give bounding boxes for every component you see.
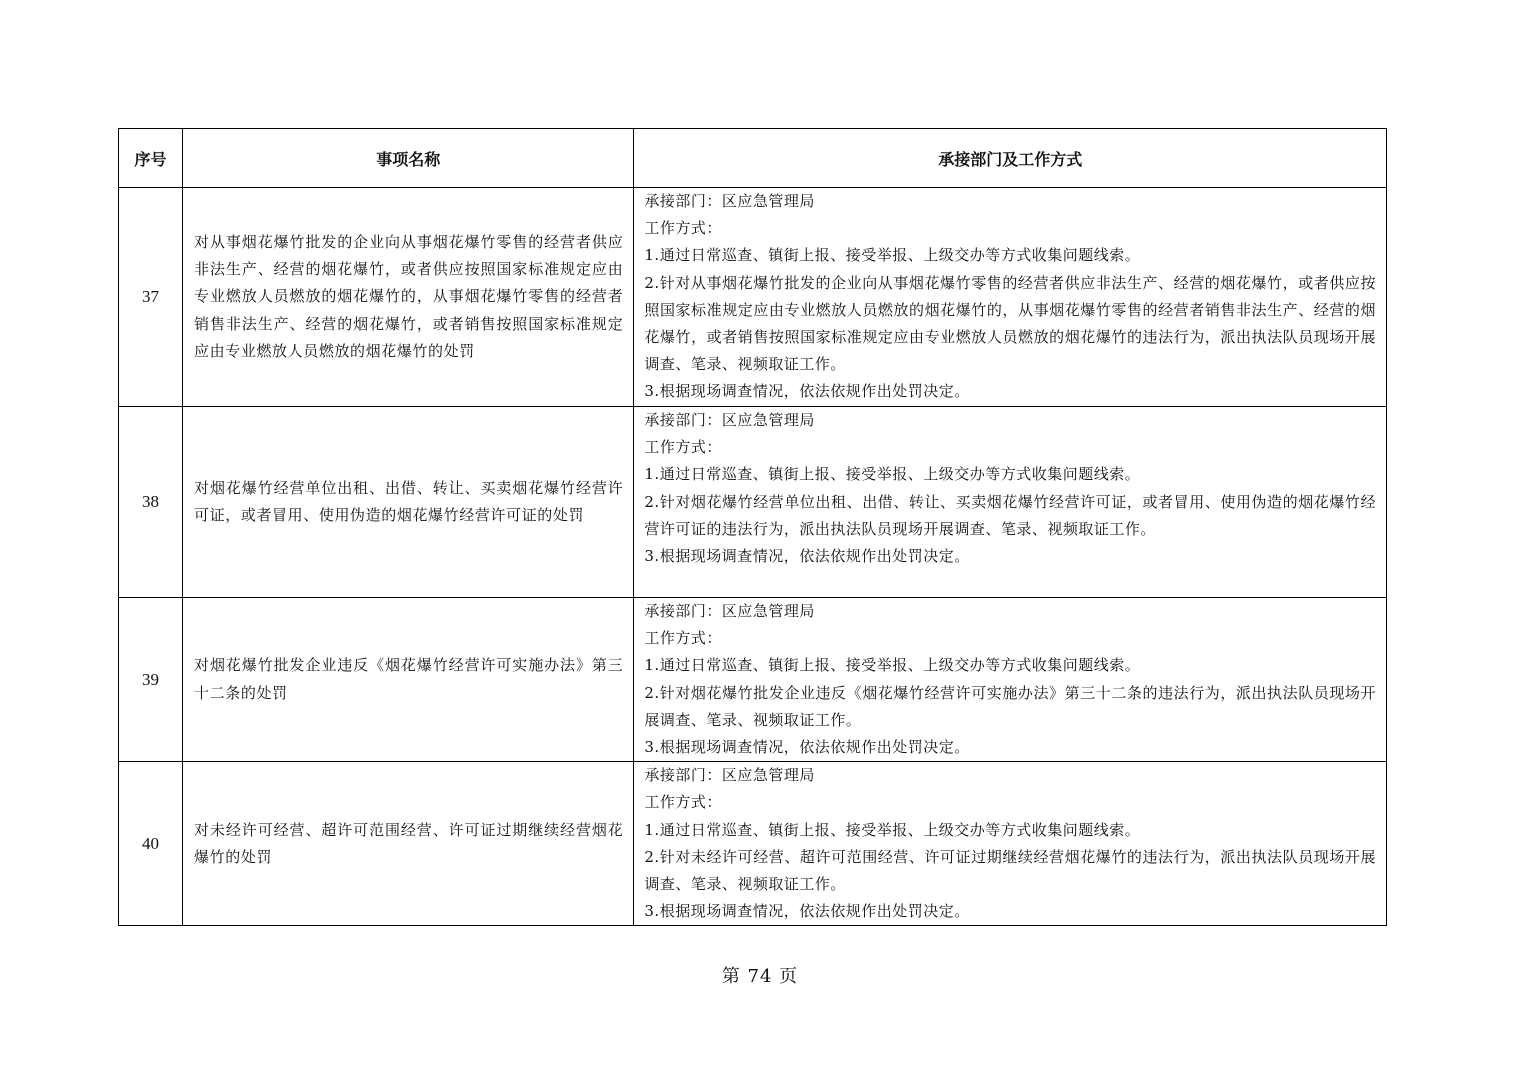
row-department-method [634,188,1387,407]
department-line: 承接部门：区应急管理局 [644,192,815,210]
method-step-1: 1.通过日常巡查、镇街上报、接受举报、上级交办等方式收集问题线索。 [644,246,1141,265]
row-department-method [634,598,1387,762]
table-row [119,407,1387,598]
table-row [119,188,1387,407]
method-step-2: 2.针对烟花爆竹经营单位出租、出借、转让、买卖烟花爆竹经营许可证，或者冒用、使用伪造的烟花爆竹经营许可证的违法行为，派出执法队员现场开展调查、笔录、视频取证工作。 [644,492,1376,538]
row-serial-number: 39 [119,598,183,762]
row-department-method [634,762,1387,926]
department-line: 承接部门：区应急管理局 [644,602,815,620]
method-step-3: 3.根据现场调查情况，依法依规作出处罚决定。 [644,902,970,921]
row-serial-number: 37 [119,188,183,407]
department-line: 承接部门：区应急管理局 [644,411,815,429]
method-step-1: 1.通过日常巡查、镇街上报、接受举报、上级交办等方式收集问题线索。 [644,820,1141,839]
method-step-2: 2.针对烟花爆竹批发企业违反《烟花爆竹经营许可实施办法》第三十二条的违法行为，派出执法队员现场开展调查、笔录、视频取证工作。 [644,683,1376,729]
row-serial-number: 40 [119,762,183,926]
row-department-method [634,407,1387,598]
method-label: 工作方式： [644,629,722,648]
header-serial-number: 序号 [119,129,183,188]
header-item-name: 事项名称 [183,129,634,188]
method-step-2: 2.针对未经许可经营、超许可范围经营、许可证过期继续经营烟花爆竹的违法行为，派出执法队员现场开展调查、笔录、视频取证工作。 [644,847,1376,894]
table-header-row [119,129,1387,188]
method-step-3: 3.根据现场调查情况，依法依规作出处罚决定。 [644,547,970,566]
table-row [119,598,1387,762]
method-step-3: 3.根据现场调查情况，依法依规作出处罚决定。 [644,738,970,757]
method-step-2: 2.针对从事烟花爆竹批发的企业向从事烟花爆竹零售的经营者供应非法生产、经营的烟花爆竹，或者供应按照国家标准规定应由专业燃放人员燃放的烟花爆竹的，从事烟花爆竹零售的经营者销售非法生产、经营的烟花爆竹，或者销售按照国家标准规定应由专业燃放人员燃放的烟花爆竹的违法行为，派出执法队员现场开展调查、笔录、视频取证工作。 [644,273,1376,374]
method-label: 工作方式： [644,438,722,457]
row-item-name: 对烟花爆竹批发企业违反《烟花爆竹经营许可实施办法》第三十二条的处罚 [183,598,634,762]
method-label: 工作方式： [644,219,722,238]
method-step-1: 1.通过日常巡查、镇街上报、接受举报、上级交办等方式收集问题线索。 [644,465,1141,484]
table-row [119,762,1387,926]
row-item-name: 对从事烟花爆竹批发的企业向从事烟花爆竹零售的经营者供应非法生产、经营的烟花爆竹，或者供应按照国家标准规定应由专业燃放人员燃放的烟花爆竹的，从事烟花爆竹零售的经营者销售非法生产、经营的烟花爆竹，或者销售按照国家标准规定应由专业燃放人员燃放的烟花爆竹的处罚 [183,188,634,407]
row-item-name: 对烟花爆竹经营单位出租、出借、转让、买卖烟花爆竹经营许可证，或者冒用、使用伪造的烟花爆竹经营许可证的处罚 [183,407,634,598]
method-step-3: 3.根据现场调查情况，依法依规作出处罚决定。 [644,382,970,401]
row-item-name: 对未经许可经营、超许可范围经营、许可证过期继续经营烟花爆竹的处罚 [183,762,634,926]
method-step-1: 1.通过日常巡查、镇街上报、接受举报、上级交办等方式收集问题线索。 [644,656,1141,675]
department-line: 承接部门：区应急管理局 [644,766,815,785]
items-table [118,128,1387,926]
method-label: 工作方式： [644,793,722,812]
header-department-method: 承接部门及工作方式 [634,129,1387,188]
page-number: 第 74 页 [721,966,799,987]
row-serial-number: 38 [119,407,183,598]
